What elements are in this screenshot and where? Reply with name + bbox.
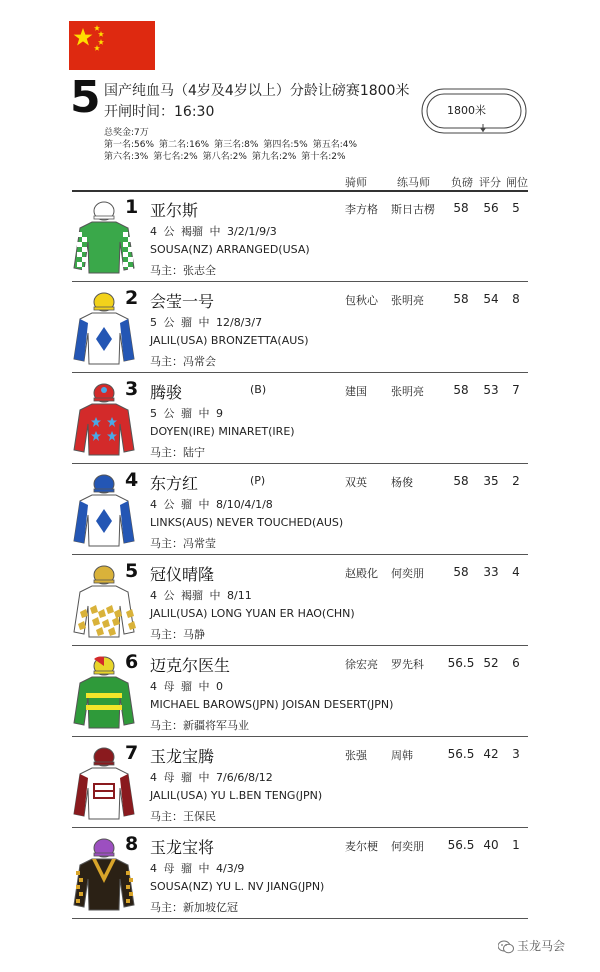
pedigree: JALIL(USA) BRONZETTA(AUS) [150, 334, 309, 347]
divider [72, 918, 528, 919]
column-header-jockey: 骑师 [345, 176, 367, 189]
weight: 58 [453, 201, 469, 215]
saddle-number: 1 [125, 196, 139, 218]
owner: 马主：冯常莹 [150, 537, 216, 550]
divider [72, 190, 528, 192]
saddle-number: 3 [125, 378, 139, 400]
horse-name: 腾骏 [150, 383, 183, 402]
horse-name: 东方红 [150, 474, 199, 493]
horse-info: 5 公 骝 中 9 [150, 407, 223, 420]
horse-info: 5 公 骝 中 12/8/3/7 [150, 316, 263, 329]
owner: 马主：马静 [150, 628, 205, 641]
saddle-number: 7 [125, 742, 139, 764]
jockey-name: 徐宏亮 [345, 658, 378, 671]
rating: 56 [483, 201, 499, 215]
jockey-name: 建国 [345, 385, 367, 398]
runner-row [0, 831, 600, 919]
rating: 40 [483, 838, 499, 852]
pedigree: JALIL(USA) LONG YUAN ER HAO(CHN) [150, 607, 355, 620]
pedigree: MICHAEL BAROWS(JPN) JOISAN DESERT(JPN) [150, 698, 394, 711]
prize-share: 第二名:16% [159, 140, 210, 150]
column-header-rating: 评分 [479, 176, 501, 189]
divider [72, 736, 528, 737]
weight: 56.5 [447, 656, 475, 670]
rating: 52 [483, 656, 499, 670]
trainer-name: 斯日古楞 [391, 203, 435, 216]
saddle-number: 6 [125, 651, 139, 673]
divider [72, 372, 528, 373]
saddle-number: 2 [125, 287, 139, 309]
owner: 马主：新疆将军马业 [150, 719, 249, 732]
pedigree: SOUSA(NZ) YU L. NV JIANG(JPN) [150, 880, 325, 893]
rating: 42 [483, 747, 499, 761]
divider [72, 645, 528, 646]
prize-share: 第六名:3% [104, 152, 149, 162]
runner-row [0, 558, 600, 646]
owner: 马主：王保民 [150, 810, 216, 823]
runner-row [0, 376, 600, 464]
jockey-name: 张强 [345, 749, 367, 762]
divider [72, 463, 528, 464]
equipment-code: (B) [250, 383, 267, 396]
draw: 3 [512, 747, 520, 761]
horse-info: 4 母 骝 中 4/3/9 [150, 862, 245, 875]
trainer-name: 张明亮 [391, 294, 424, 307]
rating: 53 [483, 383, 499, 397]
column-header-draw: 闸位 [506, 176, 528, 189]
runner-row [0, 467, 600, 555]
race-number: 5 [70, 72, 101, 123]
trainer-name: 周韩 [391, 749, 413, 762]
owner: 马主：陆宁 [150, 446, 205, 459]
start-time: 开闸时间：16:30 [104, 104, 215, 120]
trainer-name: 何奕朋 [391, 840, 424, 853]
pedigree: LINKS(AUS) NEVER TOUCHED(AUS) [150, 516, 344, 529]
saddle-number: 5 [125, 560, 139, 582]
prize-share: 第十名:2% [301, 152, 346, 162]
column-header-weight: 负磅 [451, 176, 473, 189]
jockey-name: 麦尔梗 [345, 840, 378, 853]
rating: 33 [483, 565, 499, 579]
draw: 6 [512, 656, 520, 670]
prize-share: 第九名:2% [251, 152, 297, 162]
horse-info: 4 母 骝 中 0 [150, 680, 223, 693]
prize-share: 第八名:2% [202, 152, 247, 162]
prize-share: 第五名:4% [312, 140, 358, 150]
saddle-number: 4 [125, 469, 139, 491]
track-distance-label: 1800米 [447, 104, 486, 117]
race-title: 国产纯血马（4岁及4岁以上）分龄让磅赛1800米 [104, 83, 410, 99]
owner: 马主：冯常会 [150, 355, 216, 368]
prize-row-2 [104, 149, 351, 162]
trainer-name: 杨俊 [391, 476, 413, 489]
divider [72, 554, 528, 555]
jockey-name: 李方格 [345, 203, 378, 216]
horse-info: 4 公 褐骝 中 3/2/1/9/3 [150, 225, 277, 238]
runner-row [0, 649, 600, 737]
horse-name: 亚尔斯 [150, 201, 199, 220]
horse-name: 玉龙宝腾 [150, 747, 215, 766]
horse-info: 4 母 骝 中 7/6/6/8/12 [150, 771, 273, 784]
divider [72, 281, 528, 282]
prize-share: 第三名:8% [214, 140, 259, 150]
jockey-name: 双英 [345, 476, 367, 489]
horse-name: 冠仪晴隆 [150, 565, 215, 584]
jockey-name: 赵殿化 [345, 567, 378, 580]
prize-share: 第四名:5% [263, 140, 308, 150]
prize-share: 第七名:2% [153, 152, 198, 162]
divider [72, 827, 528, 828]
runner-row [0, 194, 600, 282]
wechat-attribution [498, 937, 565, 954]
jockey-name: 包秋心 [345, 294, 378, 307]
wechat-account-name: 玉龙马会 [517, 939, 566, 953]
trainer-name: 张明亮 [391, 385, 424, 398]
weight: 58 [453, 383, 469, 397]
weight: 56.5 [447, 838, 475, 852]
draw: 8 [512, 292, 520, 306]
pedigree: DOYEN(IRE) MINARET(IRE) [150, 425, 295, 438]
horse-name: 玉龙宝将 [150, 838, 215, 857]
horse-info: 4 公 褐骝 中 8/11 [150, 589, 252, 602]
owner: 马主：张志全 [150, 264, 216, 277]
prize-share: 第一名:56% [104, 140, 155, 150]
draw: 5 [512, 201, 520, 215]
draw: 1 [512, 838, 520, 852]
draw: 4 [512, 565, 520, 579]
equipment-code: (P) [250, 474, 266, 487]
owner: 马主：新加坡亿冠 [150, 901, 238, 914]
horse-info: 4 公 骝 中 8/10/4/1/8 [150, 498, 273, 511]
saddle-number: 8 [125, 833, 139, 855]
weight: 58 [453, 292, 469, 306]
china-flag [69, 21, 155, 70]
draw: 7 [512, 383, 520, 397]
rating: 35 [483, 474, 499, 488]
trainer-name: 何奕朋 [391, 567, 424, 580]
weight: 58 [453, 565, 469, 579]
weight: 58 [453, 474, 469, 488]
rating: 54 [483, 292, 499, 306]
column-header-trainer: 练马师 [397, 176, 430, 189]
wechat-icon [498, 940, 514, 954]
weight: 56.5 [447, 747, 475, 761]
prize-total: 总奖金:7万 [104, 128, 149, 138]
horse-name: 迈克尔医生 [150, 656, 231, 675]
pedigree: SOUSA(NZ) ARRANGED(USA) [150, 243, 310, 256]
trainer-name: 罗先科 [391, 658, 424, 671]
horse-name: 会莹一号 [150, 292, 215, 311]
runner-row [0, 740, 600, 828]
draw: 2 [512, 474, 520, 488]
pedigree: JALIL(USA) YU L.BEN TENG(JPN) [150, 789, 323, 802]
runner-row [0, 285, 600, 373]
